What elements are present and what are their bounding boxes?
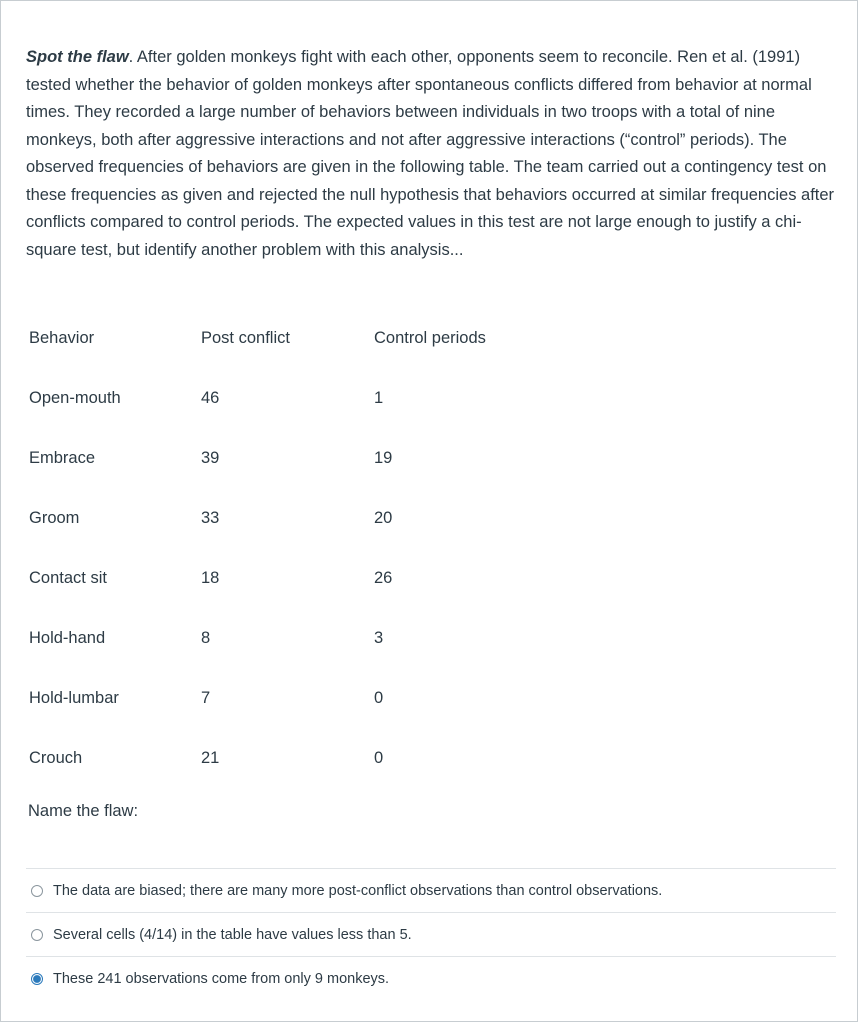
post-conflict-cell: 39 <box>201 448 220 467</box>
answer-option-3[interactable] <box>26 956 836 1000</box>
control-cell: 20 <box>374 508 393 527</box>
control-cell: 19 <box>374 448 393 467</box>
control-cell: 26 <box>374 568 393 587</box>
post-conflict-cell: 21 <box>201 748 220 767</box>
table-row <box>29 428 574 488</box>
control-cell: 3 <box>374 628 384 647</box>
post-conflict-cell: 46 <box>201 388 220 407</box>
behavior-cell: Hold-hand <box>29 628 106 647</box>
behavior-cell: Hold-lumbar <box>29 688 119 707</box>
answer-label[interactable]: Several cells (4/14) in the table have values less than 5. <box>53 926 412 943</box>
question-body: . After golden monkeys fight with each other, opponents seem to reconcile. Ren et al. (1991) tested whether the behavior of golden monkeys after spontaneous conflicts differed from behavior at normal times. They recorded a large number of behaviors between individuals in two troops with a total of nine monkeys, both after aggressive interactions and not after aggressive interactions (“control” periods). The observed frequencies of behaviors are given in the following table. The team carried out a contingency test on these frequencies as given and rejected the null hypothesis that behaviors occurred at similar frequencies after conflicts compared to control periods. The expected values in this test are not large enough to justify a chi-square test, but identify another problem with this analysis... <box>26 48 835 259</box>
radio-button[interactable] <box>31 885 43 897</box>
radio-button[interactable] <box>31 929 43 941</box>
behavior-cell: Crouch <box>29 748 83 767</box>
answer-label[interactable]: These 241 observations come from only 9 monkeys. <box>53 970 390 987</box>
behavior-cell: Contact sit <box>29 568 107 587</box>
answer-choices <box>26 868 836 1000</box>
behavior-table <box>29 308 574 788</box>
answer-option-2[interactable] <box>26 912 836 956</box>
table-row <box>29 488 574 548</box>
post-conflict-cell: 18 <box>201 568 220 587</box>
question-lead: Spot the flaw <box>26 48 129 66</box>
question-text <box>26 44 838 264</box>
behavior-cell: Groom <box>29 508 80 527</box>
control-cell: 1 <box>374 388 384 407</box>
behavior-cell: Embrace <box>29 448 96 467</box>
post-conflict-cell: 8 <box>201 628 211 647</box>
radio-button[interactable] <box>31 973 43 985</box>
column-header-post-conflict: Post conflict <box>201 328 290 347</box>
behavior-cell: Open-mouth <box>29 388 121 407</box>
table-row <box>29 368 574 428</box>
control-cell: 0 <box>374 688 384 707</box>
table-header-row <box>29 308 574 368</box>
control-cell: 0 <box>374 748 384 767</box>
table-row <box>29 728 574 788</box>
column-header-control-periods: Control periods <box>374 328 486 347</box>
post-conflict-cell: 33 <box>201 508 220 527</box>
column-header-behavior: Behavior <box>29 328 95 347</box>
answer-option-1[interactable] <box>26 868 836 912</box>
table-row <box>29 668 574 728</box>
table-row <box>29 548 574 608</box>
answer-label[interactable]: The data are biased; there are many more post-conflict observations than control observations. <box>53 882 663 899</box>
table-row <box>29 608 574 668</box>
answer-prompt: Name the flaw: <box>28 802 139 820</box>
post-conflict-cell: 7 <box>201 688 211 707</box>
